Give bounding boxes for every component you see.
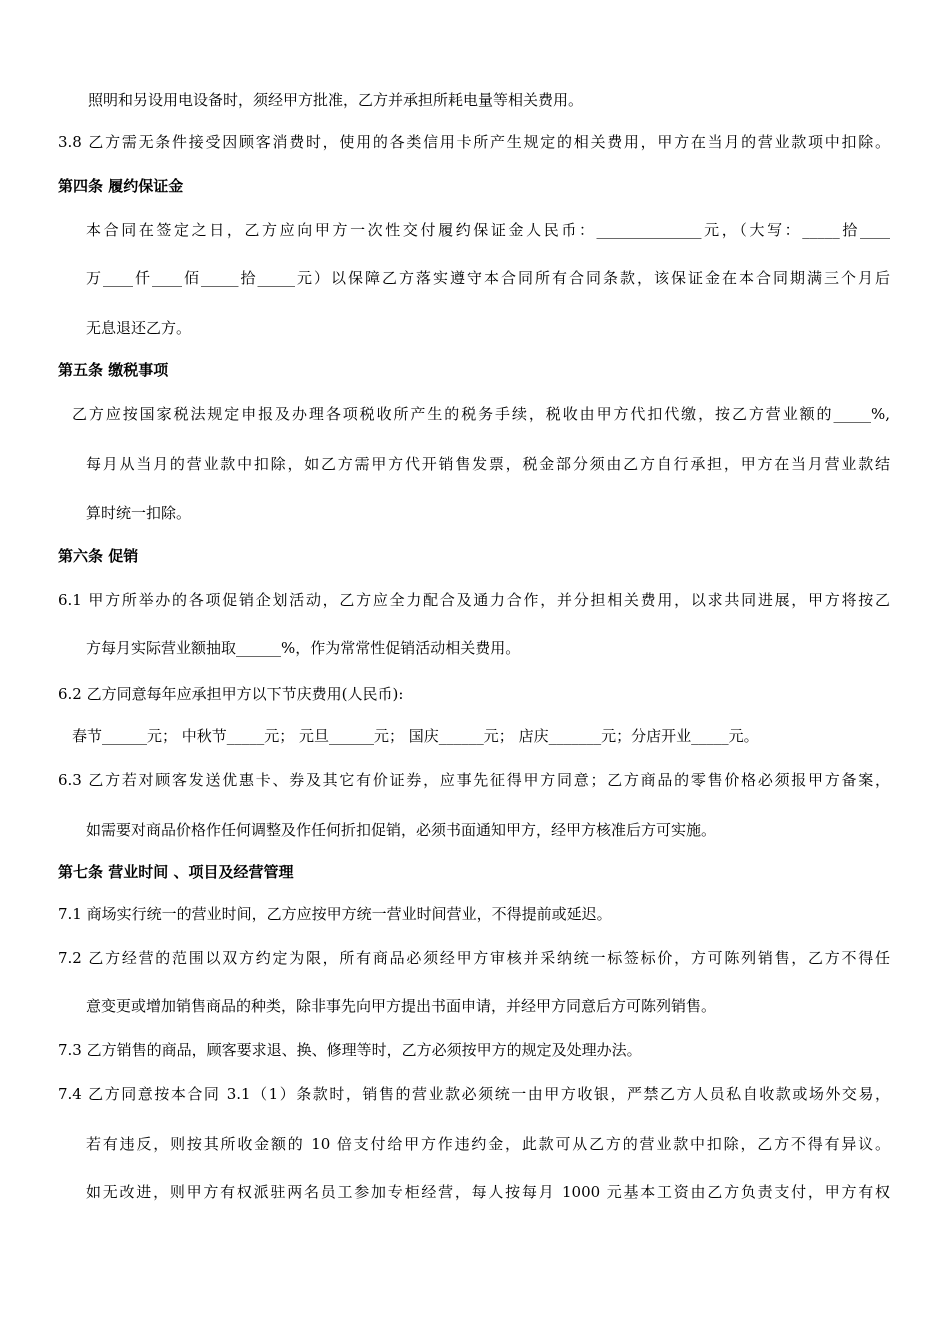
article-6-heading: 第六条 促销 [58, 547, 139, 565]
clause-7-4: 7.4 乙方同意按本合同 3.1（1）条款时，销售的营业款必须统一由甲方收银，严禁乙方人员私自收款或场外交易， [58, 1085, 890, 1103]
clause-7-2: 7.2 乙方经营的范围以双方约定为限，所有商品必须经甲方审核并采纳统一标签标价，方可陈列销售，乙方不得任 [58, 949, 890, 967]
clause-6-1: 6.1 甲方所举办的各项促销企划活动，乙方应全力配合及通力合作，并分担相关费用，以求共同进展，甲方将按乙 [58, 591, 890, 609]
paragraph-line: 算时统一扣除。 [86, 504, 192, 522]
clause-3-8: 3.8 乙方需无条件接受因顾客消费时，使用的各类信用卡所产生规定的相关费用，甲方在当月的营业款项中扣除。 [58, 133, 890, 151]
article-7-heading: 第七条 营业时间 、项目及经营管理 [58, 863, 294, 881]
paragraph-line: 万____仟____佰_____拾_____元）以保障乙方落实遵守本合同所有合同条款，该保证金在本合同期满三个月后 [86, 269, 890, 287]
article-5-heading: 第五条 缴税事项 [58, 361, 169, 379]
clause-6-3: 6.3 乙方若对顾客发送优惠卡、券及其它有价证券，应事先征得甲方同意；乙方商品的零售价格必须报甲方备案， [58, 771, 890, 789]
paragraph-line: 乙方应按国家税法规定申报及办理各项税收所产生的税务手续，税收由甲方代扣代缴，按乙方营业额的_____%, [72, 405, 890, 423]
clause-7-1: 7.1 商场实行统一的营业时间，乙方应按甲方统一营业时间营业，不得提前或延迟。 [58, 905, 612, 923]
paragraph-line: 本合同在签定之日，乙方应向甲方一次性交付履约保证金人民币：______________元，（大写：_____拾____ [86, 221, 890, 239]
paragraph-line: 照明和另设用电设备时，须经甲方批准，乙方并承担所耗电量等相关费用。 [88, 91, 584, 109]
holiday-fees-line: 春节______元； 中秋节_____元； 元旦______元； 国庆______元； 店庆_______元；分店开业_____元。 [72, 727, 759, 745]
clause-6-2: 6.2 乙方同意每年应承担甲方以下节庆费用(人民币): [58, 685, 404, 703]
clause-7-3: 7.3 乙方销售的商品，顾客要求退、换、修理等时，乙方必须按甲方的规定及处理办法。 [58, 1041, 642, 1059]
paragraph-line: 若有违反，则按其所收金额的 10 倍支付给甲方作违约金，此款可从乙方的营业款中扣除，乙方不得有异议。 [86, 1135, 890, 1153]
paragraph-line: 如无改进，则甲方有权派驻两名员工参加专柜经营，每人按每月 1000 元基本工资由乙方负责支付，甲方有权 [86, 1183, 890, 1201]
paragraph-line: 方每月实际营业额抽取______%，作为常常性促销活动相关费用。 [86, 639, 521, 657]
article-4-heading: 第四条 履约保证金 [58, 177, 184, 195]
paragraph-line: 意变更或增加销售商品的种类，除非事先向甲方提出书面申请，并经甲方同意后方可陈列销售。 [86, 997, 717, 1015]
paragraph-line: 每月从当月的营业款中扣除，如乙方需甲方代开销售发票，税金部分须由乙方自行承担，甲方在当月营业款结 [86, 455, 890, 473]
paragraph-line: 无息退还乙方。 [86, 319, 192, 337]
paragraph-line: 如需要对商品价格作任何调整及作任何折扣促销，必须书面通知甲方，经甲方核准后方可实施。 [86, 821, 717, 839]
